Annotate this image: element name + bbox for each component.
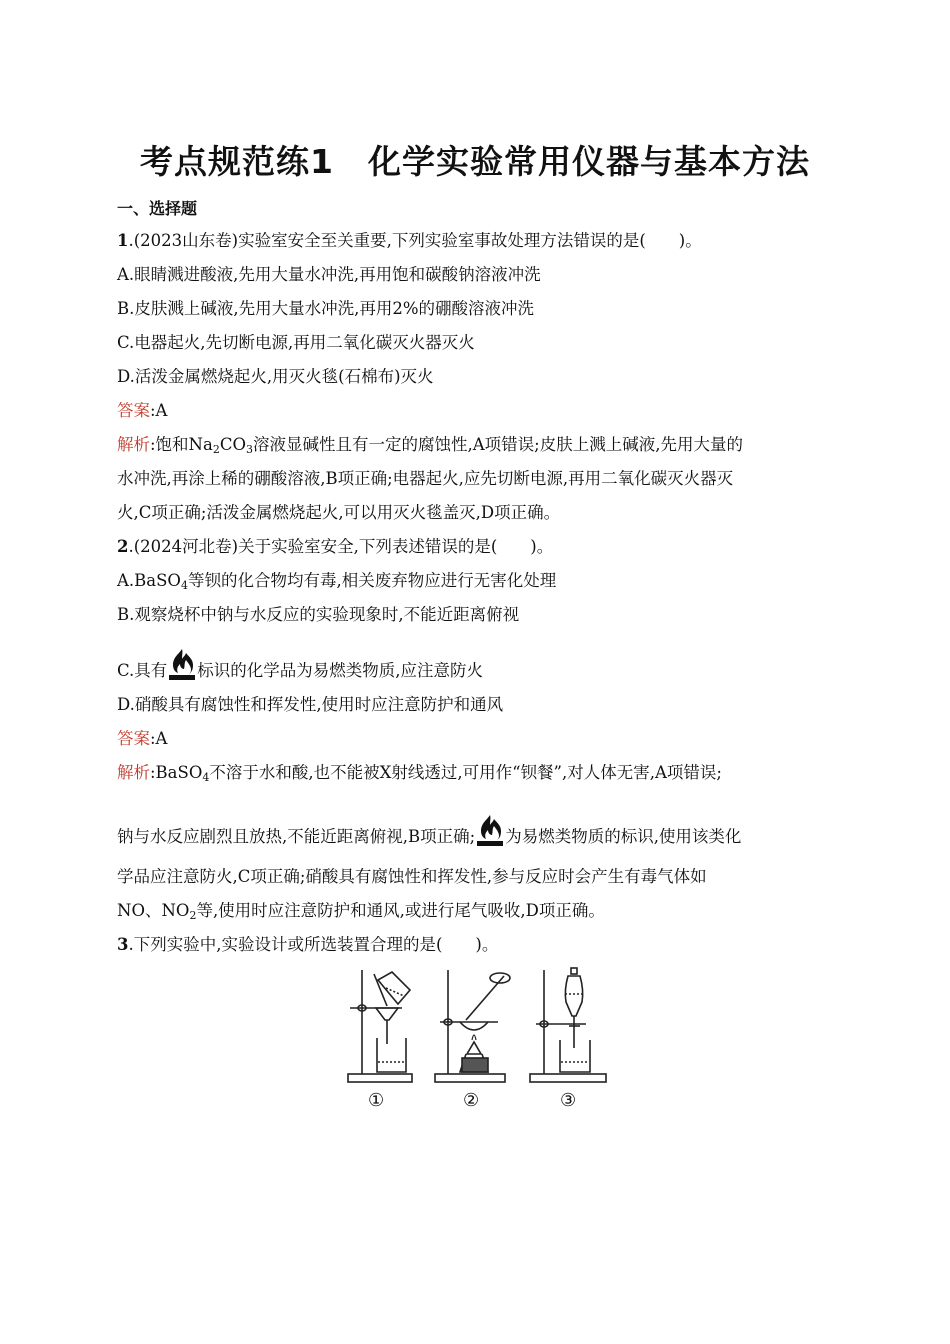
q1-option-b: B.皮肤溅上碱液,先用大量水冲洗,再用2%的硼酸溶液冲洗 <box>117 299 535 318</box>
q2-number: 2 <box>117 537 129 556</box>
apparatus-figure <box>340 962 615 1087</box>
q2-analysis-line-3: 学品应注意防火,C项正确;硝酸具有腐蚀性和挥发性,参与反应时会产生有毒气体如 <box>117 867 707 886</box>
apparatus-1-filtration <box>348 970 412 1082</box>
analysis-label: 解析 <box>117 435 150 454</box>
q1-analysis-line-1: 解析:饱和$Na_2CO_3$溶液显碱性且有一定的腐蚀性,A项错误;皮肤上溅上碱液,先用大量的 <box>117 435 743 456</box>
q2-stem-text: .(2024河北卷)关于实验室安全,下列表述错误的是( )。 <box>128 537 554 556</box>
apparatus-label-2: ② <box>463 1090 480 1111</box>
q3-number: 3 <box>117 935 129 954</box>
apparatus-label-3: ③ <box>560 1090 577 1111</box>
q3-stem-text: .下列实验中,实验设计或所选装置合理的是( )。 <box>128 935 499 954</box>
apparatus-2-evaporation <box>435 970 510 1082</box>
answer-label: 答案 <box>117 401 150 420</box>
q2-option-b: B.观察烧杯中钠与水反应的实验现象时,不能近距离俯视 <box>117 605 520 624</box>
analysis-label: 解析 <box>117 763 150 782</box>
q2-answer: 答案:A <box>117 729 168 748</box>
q1-answer: 答案:A <box>117 401 168 420</box>
page-title: 考点规范练1 化学实验常用仪器与基本方法 <box>140 142 810 181</box>
q3-stem <box>117 934 498 956</box>
flammable-icon <box>167 648 197 688</box>
flammable-icon <box>475 814 505 854</box>
q2-stem <box>117 536 553 558</box>
q2-option-a: A.BaSO$_4$等钡的化合物均有毒,相关废弃物应进行无害化处理 <box>117 571 557 592</box>
q2-option-c: C.具有 标识的化学品为易燃类物质,应注意防火 <box>117 648 483 688</box>
q1-option-c: C.电器起火,先切断电源,再用二氧化碳灭火器灭火 <box>117 333 475 352</box>
q1-stem-text: .(2023山东卷)实验室安全至关重要,下列实验室事故处理方法错误的是( )。 <box>128 231 702 250</box>
q2-option-d: D.硝酸具有腐蚀性和挥发性,使用时应注意防护和通风 <box>117 695 504 714</box>
q2-analysis-line-1: 解析:BaSO$_4$不溶于水和酸,也不能被X射线透过,可用作“钡餐”,对人体无害,A项错误; <box>117 763 722 784</box>
answer-label: 答案 <box>117 729 150 748</box>
q1-stem <box>117 230 702 252</box>
q2-analysis-line-4: NO、$NO_2$等,使用时应注意防护和通风,或进行尾气吸收,D项正确。 <box>117 901 605 922</box>
apparatus-3-separatory-funnel <box>530 968 606 1082</box>
q1-number: 1 <box>117 231 129 250</box>
q1-option-a: A.眼睛溅进酸液,先用大量水冲洗,再用饱和碳酸钠溶液冲洗 <box>117 265 541 284</box>
q1-option-d: D.活泼金属燃烧起火,用灭火毯(石棉布)灭火 <box>117 367 434 386</box>
section-heading: 一、选择题 <box>117 199 198 218</box>
apparatus-label-1: ① <box>368 1090 385 1111</box>
q1-analysis-line-2: 水冲洗,再涂上稀的硼酸溶液,B项正确;电器起火,应先切断电源,再用二氧化碳灭火器灭 <box>117 469 734 488</box>
q1-analysis-line-3: 火,C项正确;活泼金属燃烧起火,可以用灭火毯盖灭,D项正确。 <box>117 503 561 522</box>
q2-analysis-line-2: 钠与水反应剧烈且放热,不能近距离俯视,B项正确; 为易燃类物质的标识,使用该类化 <box>117 814 741 854</box>
